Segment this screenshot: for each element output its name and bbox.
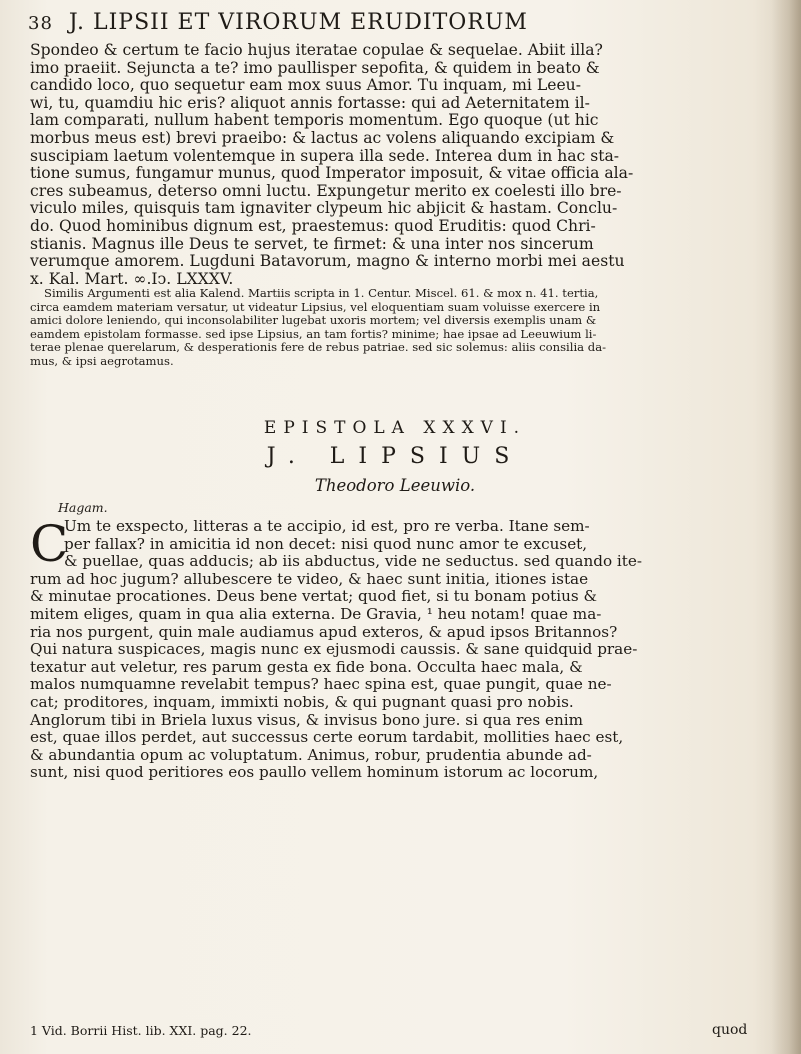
text-line: rum ad hoc jugum? allubescere te video, & haec sunt initia, itiones istae [30,569,589,588]
running-head [28,10,748,38]
editor-note [30,287,760,369]
drop-cap: C [30,515,69,573]
page-edge-shadow [771,0,801,1054]
note-line: terae plenae querelarum, & desperationis fere de rebus patriae. sed sic solemus: aliis consilia da- [30,340,607,355]
text-line: cat; proditores, inquam, immixti nobis, & qui pugnant quasi pro nobis. [30,692,574,711]
text-line: morbus meus est) brevi praeibo: & lactus ac volens aliquando excipiam & [30,128,615,147]
page-number: 38 [28,13,53,34]
note-line: circa eamdem materiam versatur, ut videatur Lipsius, vel eloquentiam suam voluisse exercere in [30,299,601,314]
epistle-place: Hagam. [58,500,108,515]
text-line: candido loco, quo sequetur eam mox suus Amor. Tu inquam, mi Leeu- [30,76,581,95]
text-line: viculo miles, quisquis tam ignaviter clypeum hic abjicit & hastam. Conclu- [30,199,618,218]
catchword: quod [712,1022,748,1038]
note-line: eamdem epistolam formasse. sed ipse Lipsius, an tam fortis? minime; hae ipsae ad Leeuwium li- [30,326,597,341]
text-line: ria nos purgent, quin male audiamus apud exteros, & apud ipsos Britannos? [30,622,618,641]
text-line: imo praeiit. Sejuncta a te? imo paullisper sepofita, & quidem in beato & [30,58,600,77]
text-line: est, quae illos perdet, aut successus certe eorum tardabit, mollities haec est, [30,728,624,747]
running-head-title: J. LIPSII ET VIRORUM ERUDITORUM [68,10,528,35]
text-line: stianis. Magnus ille Deus te servet, te firmet: & una inter nos sincerum [30,234,594,253]
epistle-author: J. LIPSIUS [266,444,524,469]
text-line: wi, tu, quamdiu hic eris? aliquot annis fortasse: qui ad Aeternitatem il- [30,93,590,112]
epistle-body [30,515,760,782]
epistle-recipient: Theodoro Leeuwio. [314,476,476,495]
text-line: & puellae, quas adducis; ab iis abductus, vide ne seductus. sed quando ite- [64,552,643,571]
text-line: & minutae procationes. Deus bene vertat; quod fiet, si tu bonam potius & [30,587,598,606]
text-line: & abundantia opum ac voluptatum. Animus, robur, prudentia abunde ad- [30,745,592,764]
text-line: sunt, nisi quod peritiores eos paullo vellem hominum istorum ac locorum, [30,763,599,782]
text-line: Spondeo & certum te facio hujus iteratae copulae & sequelae. Abiit illa? [30,41,603,59]
text-line: do. Quod hominibus dignum est, praestemus: quod Eruditis: quod Chri- [30,216,596,235]
text-line: Anglorum tibi in Briela luxus visus, & invisus bono jure. si qua res enim [30,710,584,729]
text-line: Qui natura suspicaces, magis nunc ex ejusmodi caussis. & sane quidquid prae- [30,640,638,659]
note-line: Similis Argumenti est alia Kalend. Martiis scripta in 1. Centur. Miscel. 61. & mox n. 41. tertia, [44,286,599,300]
text-line: x. Kal. Mart. ∞.Iↄ. LXXXV. [30,269,234,288]
text-line: mitem eliges, quam in qua alia externa. De Gravia, ¹ heu notam! quae ma- [30,604,602,623]
text-line: per fallax? in amicitia id non decet: nisi quod nunc amor te excuset, [64,534,588,553]
text-line: Um te exspecto, litteras a te accipio, id est, pro re verba. Itane sem- [64,517,590,535]
text-line: malos numquamne revelabit tempus? haec spina est, quae pungit, quae ne- [30,675,612,694]
text-line: cres subeamus, deterso omni luctu. Expungetur merito ex coelesti illo bre- [30,181,622,200]
epistle-heading: EPISTOLA XXXVI. [263,418,527,438]
text-line: lam comparati, nullum habent temporis momentum. Ego quoque (ut hic [30,111,599,130]
text-line: suscipiam laetum volentemque in supera illa sede. Interea dum in hac sta- [30,146,620,165]
note-line: amici dolore leniendo, qui inconsolabiliter lugebat uxoris mortem; vel diversis exemplis unam & [30,313,597,328]
text-line: tione sumus, fungamur munus, quod Imperator imposuit, & vitae officia ala- [30,164,634,183]
letter-conclusion [30,42,760,288]
text-line: texatur aut veletur, res parum gesta ex fide bona. Occulta haec mala, & [30,657,583,676]
footnote: 1 Vid. Borrii Hist. lib. XXI. pag. 22. [30,1023,252,1038]
note-line: mus, & ipsi aegrotamus. [30,353,174,368]
text-line: verumque amorem. Lugduni Batavorum, magno & interno morbi mei aestu [30,252,625,271]
